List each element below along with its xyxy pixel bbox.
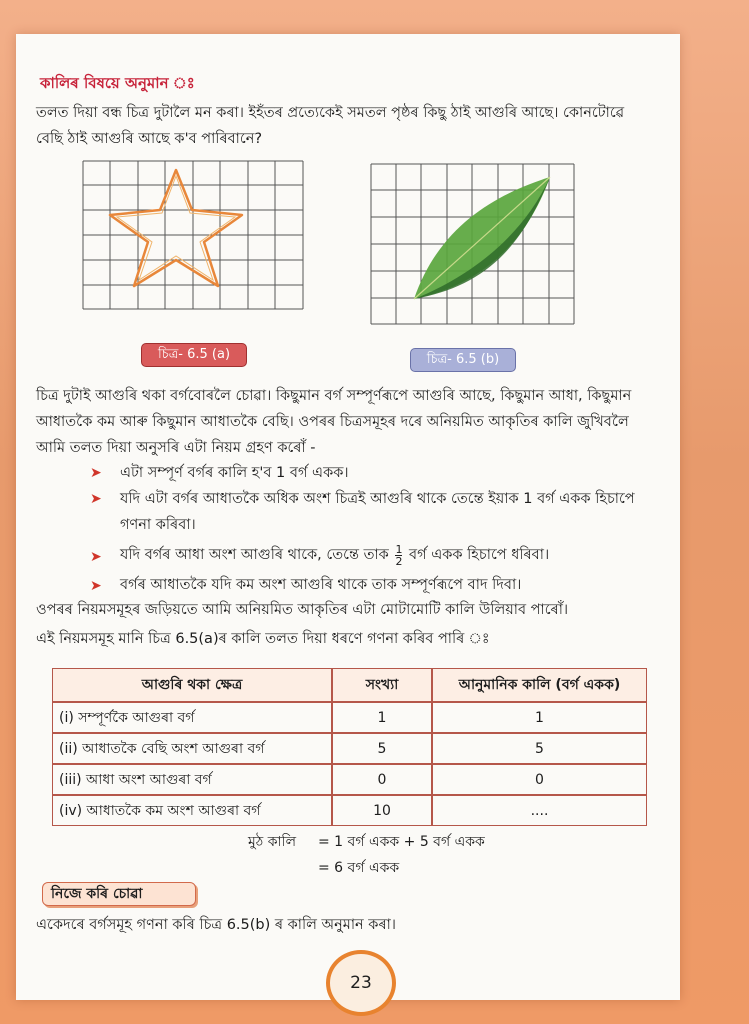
- self-check-label: নিজে কৰি চোৱা: [42, 882, 196, 906]
- table-cell: 0: [332, 764, 432, 795]
- total-line-2: = 6 বৰ্গ একক: [318, 860, 400, 876]
- rule-3: [120, 542, 700, 568]
- rule-3-pre: যদি বৰ্গৰ আধা অংশ আগুৰি থাকে, তেন্তে তাক: [120, 547, 389, 563]
- table-cell: 10: [332, 795, 432, 826]
- bullet-arrow-icon: ➤: [90, 465, 102, 481]
- fraction-half: [395, 544, 402, 567]
- table-cell: (iii) আধা অংশ আগুৰা বৰ্গ: [52, 764, 332, 795]
- fraction-numerator: 1: [395, 542, 403, 556]
- table-header-area: আনুমানিক কালি (বৰ্গ একক): [432, 668, 647, 702]
- intro-line-1: তলত দিয়া বন্ধ চিত্ৰ দুটালৈ মন কৰা। ইহঁতৰ প্ৰত্যেকেই সমতল পৃষ্ঠৰ কিছু ঠাই আগুৰি আছে। কোনটোৱে: [36, 105, 625, 121]
- figure-leaf-grid: [370, 163, 575, 325]
- table-header-count: সংখ্যা: [332, 668, 432, 702]
- table-cell: ....: [432, 795, 647, 826]
- bullet-arrow-icon: ➤: [90, 578, 102, 594]
- para-4: এই নিয়মসমূহ মানি চিত্ৰ 6.5(a)ৰ কালি তলত দিয়া ধৰণে গণনা কৰিব পাৰি ঃ: [36, 631, 490, 647]
- table-cell: (iv) আধাতকৈ কম অংশ আগুৰা বৰ্গ: [52, 795, 332, 826]
- fraction-denominator: 2: [395, 554, 403, 568]
- total-line-1: = 1 বৰ্গ একক + 5 বৰ্গ একক: [318, 834, 485, 850]
- para2-line-1: চিত্ৰ দুটাই আগুৰি থকা বৰ্গবোৰলৈ চোৱা। কিছুমান বৰ্গ সম্পূৰ্ণৰূপে আগুৰি আছে, কিছুমান আধা, কিছুমান: [36, 388, 632, 404]
- para2-line-2: আধাতকৈ কম আৰু কিছুমান আধাতকৈ বেছি। ওপৰৰ চিত্ৰসমূহৰ দৰে অনিয়মিত আকৃতিৰ কালি জুখিবলৈ: [36, 414, 629, 430]
- para-3: ওপৰৰ নিয়মসমূহৰ জড়িয়তে আমি অনিয়মিত আকৃতিৰ এটা মোটামোটি কালি উলিয়াব পাৰোঁ।: [36, 602, 569, 618]
- rule-2: [120, 486, 700, 538]
- table-row: [52, 764, 647, 795]
- rule-4: বৰ্গৰ আধাতকৈ যদি কম অংশ আগুৰি থাকে তাক সম্পূৰ্ণৰূপে বাদ দিবা।: [120, 577, 522, 593]
- caption-figure-a: চিত্ৰ- 6.5 (a): [141, 343, 247, 367]
- grid-lines: [83, 161, 303, 309]
- bullet-arrow-icon: ➤: [90, 549, 102, 565]
- bullet-arrow-icon: ➤: [90, 491, 102, 507]
- table-cell: 5: [432, 733, 647, 764]
- rule-3-post: বৰ্গ একক হিচাপে ধৰিবা।: [409, 547, 550, 563]
- table-cell: 1: [432, 702, 647, 733]
- table-header-row: [52, 668, 647, 702]
- table-row: [52, 733, 647, 764]
- rule-1: এটা সম্পূৰ্ণ বৰ্গৰ কালি হ'ব 1 বৰ্গ একক।: [120, 465, 349, 481]
- para2-line-3: আমি তলত দিয়া অনুসৰি এটা নিয়ম গ্ৰহণ কৰোঁ -: [36, 440, 316, 456]
- table-cell: (i) সম্পূৰ্ণকৈ আগুৰা বৰ্গ: [52, 702, 332, 733]
- intro-line-2: বেছি ঠাই আগুৰি আছে ক'ব পাৰিবানে?: [36, 131, 263, 147]
- figure-star-grid: [82, 160, 304, 310]
- star-shape: [110, 170, 242, 286]
- table-cell: 5: [332, 733, 432, 764]
- caption-figure-b: চিত্ৰ- 6.5 (b): [410, 348, 516, 372]
- exercise-text: একেদৰে বৰ্গসমূহ গণনা কৰি চিত্ৰ 6.5(b) ৰ কালি অনুমান কৰা।: [36, 917, 396, 933]
- section-heading: কালিৰ বিষয়ে অনুমান ঃ: [40, 74, 195, 92]
- table-cell: 1: [332, 702, 432, 733]
- table-cell: (ii) আধাতকৈ বেছি অংশ আগুৰা বৰ্গ: [52, 733, 332, 764]
- total-label: মুঠ কালি: [248, 834, 296, 850]
- rule-2-line-1: যদি এটা বৰ্গৰ আধাতকৈ অধিক অংশ চিত্ৰই আগুৰি থাকে তেন্তে ইয়াক 1 বৰ্গ একক হিচাপে: [120, 491, 635, 507]
- rules-intro-paragraph: [36, 383, 676, 461]
- rule-2-line-2: গণনা কৰিবা।: [120, 517, 196, 533]
- table-cell: 0: [432, 764, 647, 795]
- intro-paragraph: [36, 100, 676, 152]
- table-header-region: আগুৰি থকা ক্ষেত্ৰ: [52, 668, 332, 702]
- table-row: [52, 702, 647, 733]
- table-row: [52, 795, 647, 826]
- area-table: [52, 668, 647, 826]
- page-number: 23: [326, 950, 396, 1016]
